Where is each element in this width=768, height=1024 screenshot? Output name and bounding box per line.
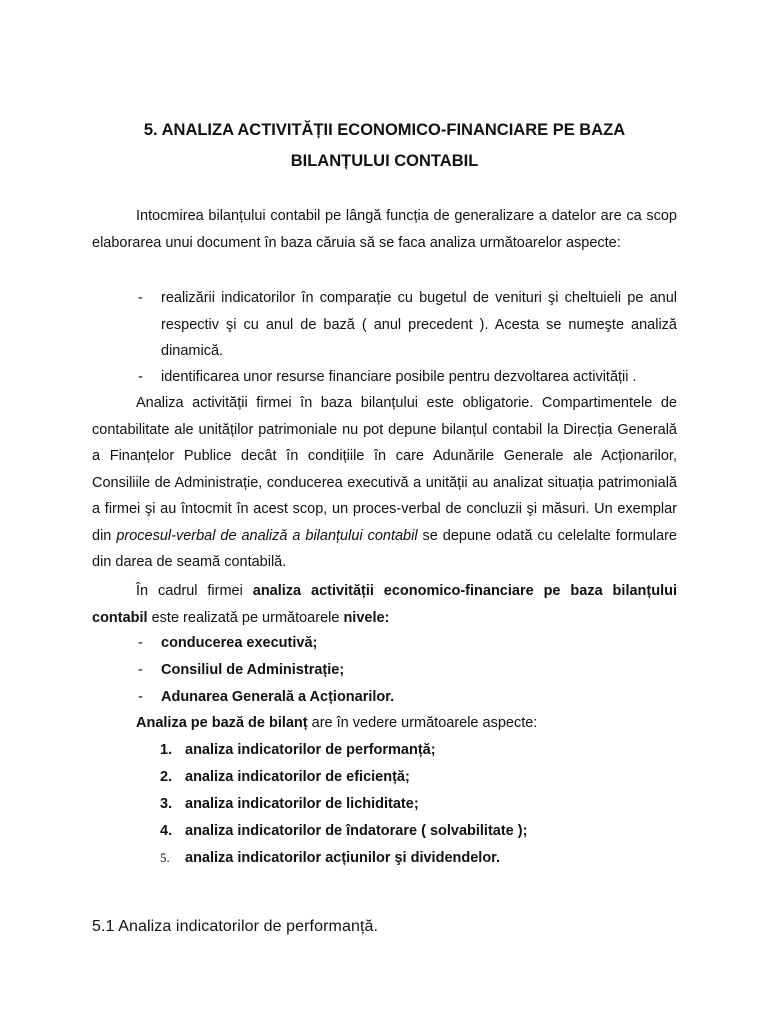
levels-intro-bold-1: analiza activității economico-financiare pe baza bilanțului contabil: [92, 583, 677, 626]
obligation-italic-text: procesul-verbal de analiză a bilanțului contabil: [116, 527, 418, 544]
list-dash: -: [138, 290, 143, 306]
indicator-item-1: [160, 737, 680, 764]
intro-text: Intocmirea bilanțului contabil pe lângă funcția de generalizare a datelor are ca scop elaborarea unui document în baza căruia să se faca analiza următoarelor aspecte:: [92, 208, 677, 251]
level-text-1: conducerea executivă;: [161, 635, 318, 651]
levels-intro-text-2: este realizată pe următoarele: [147, 609, 344, 626]
chapter-title-line-2: BILANȚULUI CONTABIL: [290, 152, 479, 170]
level-text-2: Consiliul de Administrație;: [161, 662, 345, 678]
indicator-number: 4.: [160, 823, 173, 839]
indicator-item-2: [160, 764, 680, 791]
level-text-3: Adunarea Generală a Acționarilor.: [161, 689, 395, 705]
section-heading: 5.1 Analiza indicatorilor de performanță.: [92, 918, 379, 935]
levels-intro-bold-2: nivele:: [343, 609, 390, 626]
level-item-1: [92, 630, 677, 657]
aspect-text-2: identificarea unor resurse financiare posibile pentru dezvoltarea activității .: [161, 369, 637, 385]
indicator-number: 3.: [160, 796, 173, 812]
indicator-item-5: [160, 845, 680, 872]
aspect-item-1: [92, 285, 677, 365]
aspect-item-2: [92, 364, 677, 391]
levels-intro-text-1: În cadrul firmei: [136, 583, 253, 599]
level-item-3: [92, 684, 677, 711]
list-dash: -: [138, 689, 143, 705]
analysis-aspects-text: are în vedere următoarele aspecte:: [307, 715, 538, 731]
indicator-item-4: [160, 818, 680, 845]
aspect-text-1: realizării indicatorilor în comparație cu bugetul de venituri şi cheltuieli pe anul respectiv şi cu anul de bază ( anul precedent ). Acesta se numeşte analiză dinamică.: [161, 290, 677, 359]
indicator-number: 5.: [160, 850, 170, 865]
levels-intro-paragraph: [92, 578, 677, 631]
analysis-aspects-bold: Analiza pe bază de bilanț: [136, 715, 308, 731]
indicator-number: 2.: [160, 769, 173, 785]
analysis-aspects-paragraph: [92, 710, 677, 737]
indicator-text: analiza indicatorilor de eficiență;: [185, 769, 410, 785]
list-dash: -: [138, 662, 143, 678]
indicator-text: analiza indicatorilor de îndatorare ( solvabilitate );: [185, 823, 528, 839]
indicator-text: analiza indicatorilor de performanță;: [185, 742, 436, 758]
indicator-number: 1.: [160, 742, 173, 758]
obligation-text-2: se depune odată cu celelalte formulare din darea de seamă contabilă.: [92, 527, 677, 570]
level-item-2: [92, 657, 677, 684]
indicator-text: analiza indicatorilor acțiunilor şi dividendelor.: [185, 850, 501, 866]
chapter-title-line-1: 5. ANALIZA ACTIVITĂȚII ECONOMICO-FINANCIARE PE BAZA: [143, 121, 626, 139]
indicator-item-3: [160, 791, 680, 818]
list-dash: -: [138, 635, 143, 651]
list-dash: -: [138, 369, 143, 385]
obligation-text-1: Analiza activității firmei în baza bilanțului este obligatorie. Compartimentele de contabilitate ale unităților patrimoniale nu pot depune bilanțul contabil la Direcția Generală a Finanțelor Publice decât în condițiile în care Adunările Generale ale Acționarilor, Consiliile de Administrație, conducerea executivă a unității au analizat situația patrimonială a firmei şi au întocmit în acest scop, un proces-verbal de concluzii şi măsuri. Un exemplar din: [92, 395, 677, 544]
obligation-paragraph: [92, 390, 677, 576]
indicator-text: analiza indicatorilor de lichiditate;: [185, 796, 419, 812]
intro-paragraph: [92, 203, 677, 256]
